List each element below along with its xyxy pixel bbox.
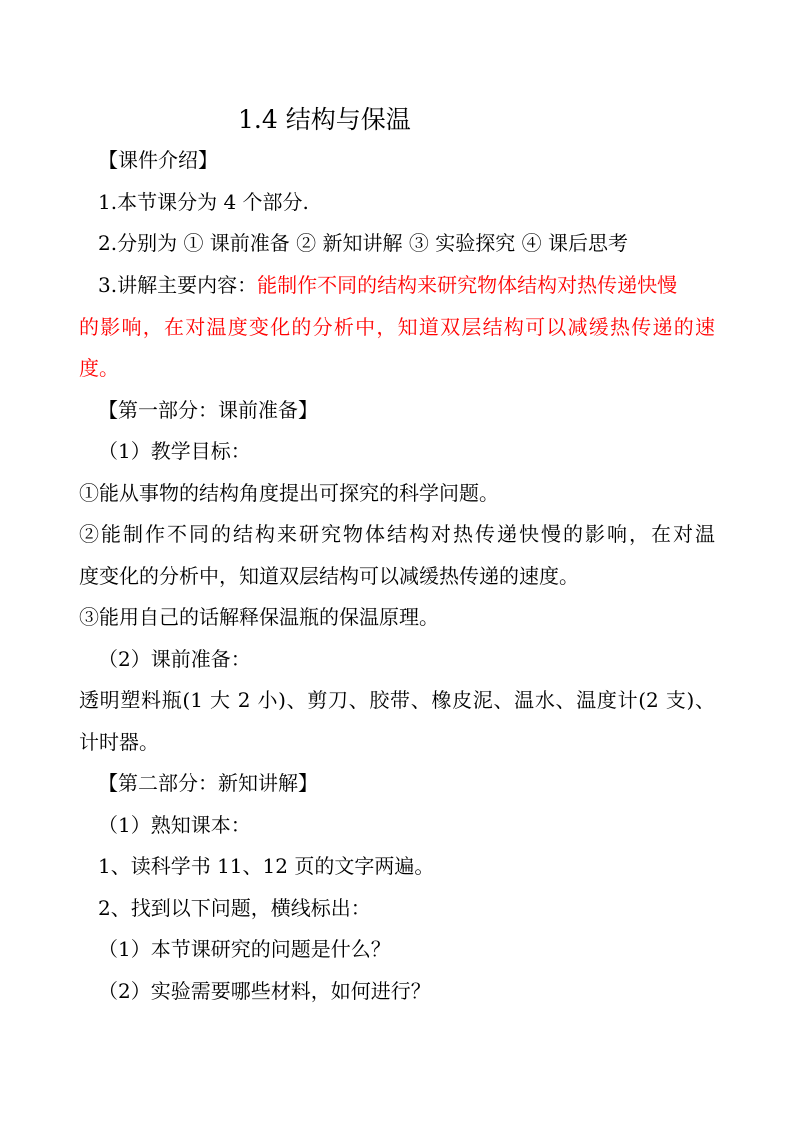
intro-item-3-prefix: 3.讲解主要内容： <box>98 273 258 297</box>
intro-item-3-highlight-2: 的影响，在对温度变化的分析中，知道双层结构可以减缓热传递的速 <box>79 315 715 339</box>
intro-item-2: 2.分别为 ① 课前准备 ② 新知讲解 ③ 实验探究 ④ 课后思考 <box>98 231 628 255</box>
part1-goal-2-line-1: ②能制作不同的结构来研究物体结构对热传递快慢的影响，在对温 <box>79 522 715 546</box>
intro-item-1: 1.本节课分为 4 个部分. <box>98 190 309 214</box>
part1-prep-label: （2）课前准备： <box>98 647 251 671</box>
part2-question-2: （2）实验需要哪些材料，如何进行？ <box>98 979 431 1003</box>
part1-materials-line-2: 计时器。 <box>79 730 159 754</box>
part2-read-label: （1）熟知课本： <box>98 813 251 837</box>
part1-goal-1: ①能从事物的结构角度提出可探究的科学问题。 <box>79 481 499 505</box>
intro-item-3-highlight-3: 度。 <box>79 356 119 380</box>
part1-goal-3: ③能用自己的话解释保温瓶的保温原理。 <box>79 605 439 629</box>
part1-materials-line-1: 透明塑料瓶(1 大 2 小)、剪刀、胶带、橡皮泥、温水、温度计(2 支)、 <box>79 688 715 712</box>
part2-step-2: 2、找到以下问题，横线标出： <box>98 896 371 920</box>
part2-step-1: 1、读科学书 11、12 页的文字两遍。 <box>98 854 435 878</box>
part1-goal-2-line-2: 度变化的分析中，知道双层结构可以减缓热传递的速度。 <box>79 564 579 588</box>
intro-item-3 <box>98 271 677 299</box>
part2-heading: 【第二部分：新知讲解】 <box>98 771 318 795</box>
intro-heading: 【课件介绍】 <box>98 148 218 172</box>
part1-goals-label: （1）教学目标： <box>98 439 251 463</box>
intro-item-3-highlight-1: 能制作不同的结构来研究物体结构对热传递快慢 <box>257 273 678 297</box>
document-title: 1.4 结构与保温 <box>238 105 411 134</box>
part2-question-1: （1）本节课研究的问题是什么？ <box>98 937 391 961</box>
part1-heading: 【第一部分：课前准备】 <box>98 398 318 422</box>
